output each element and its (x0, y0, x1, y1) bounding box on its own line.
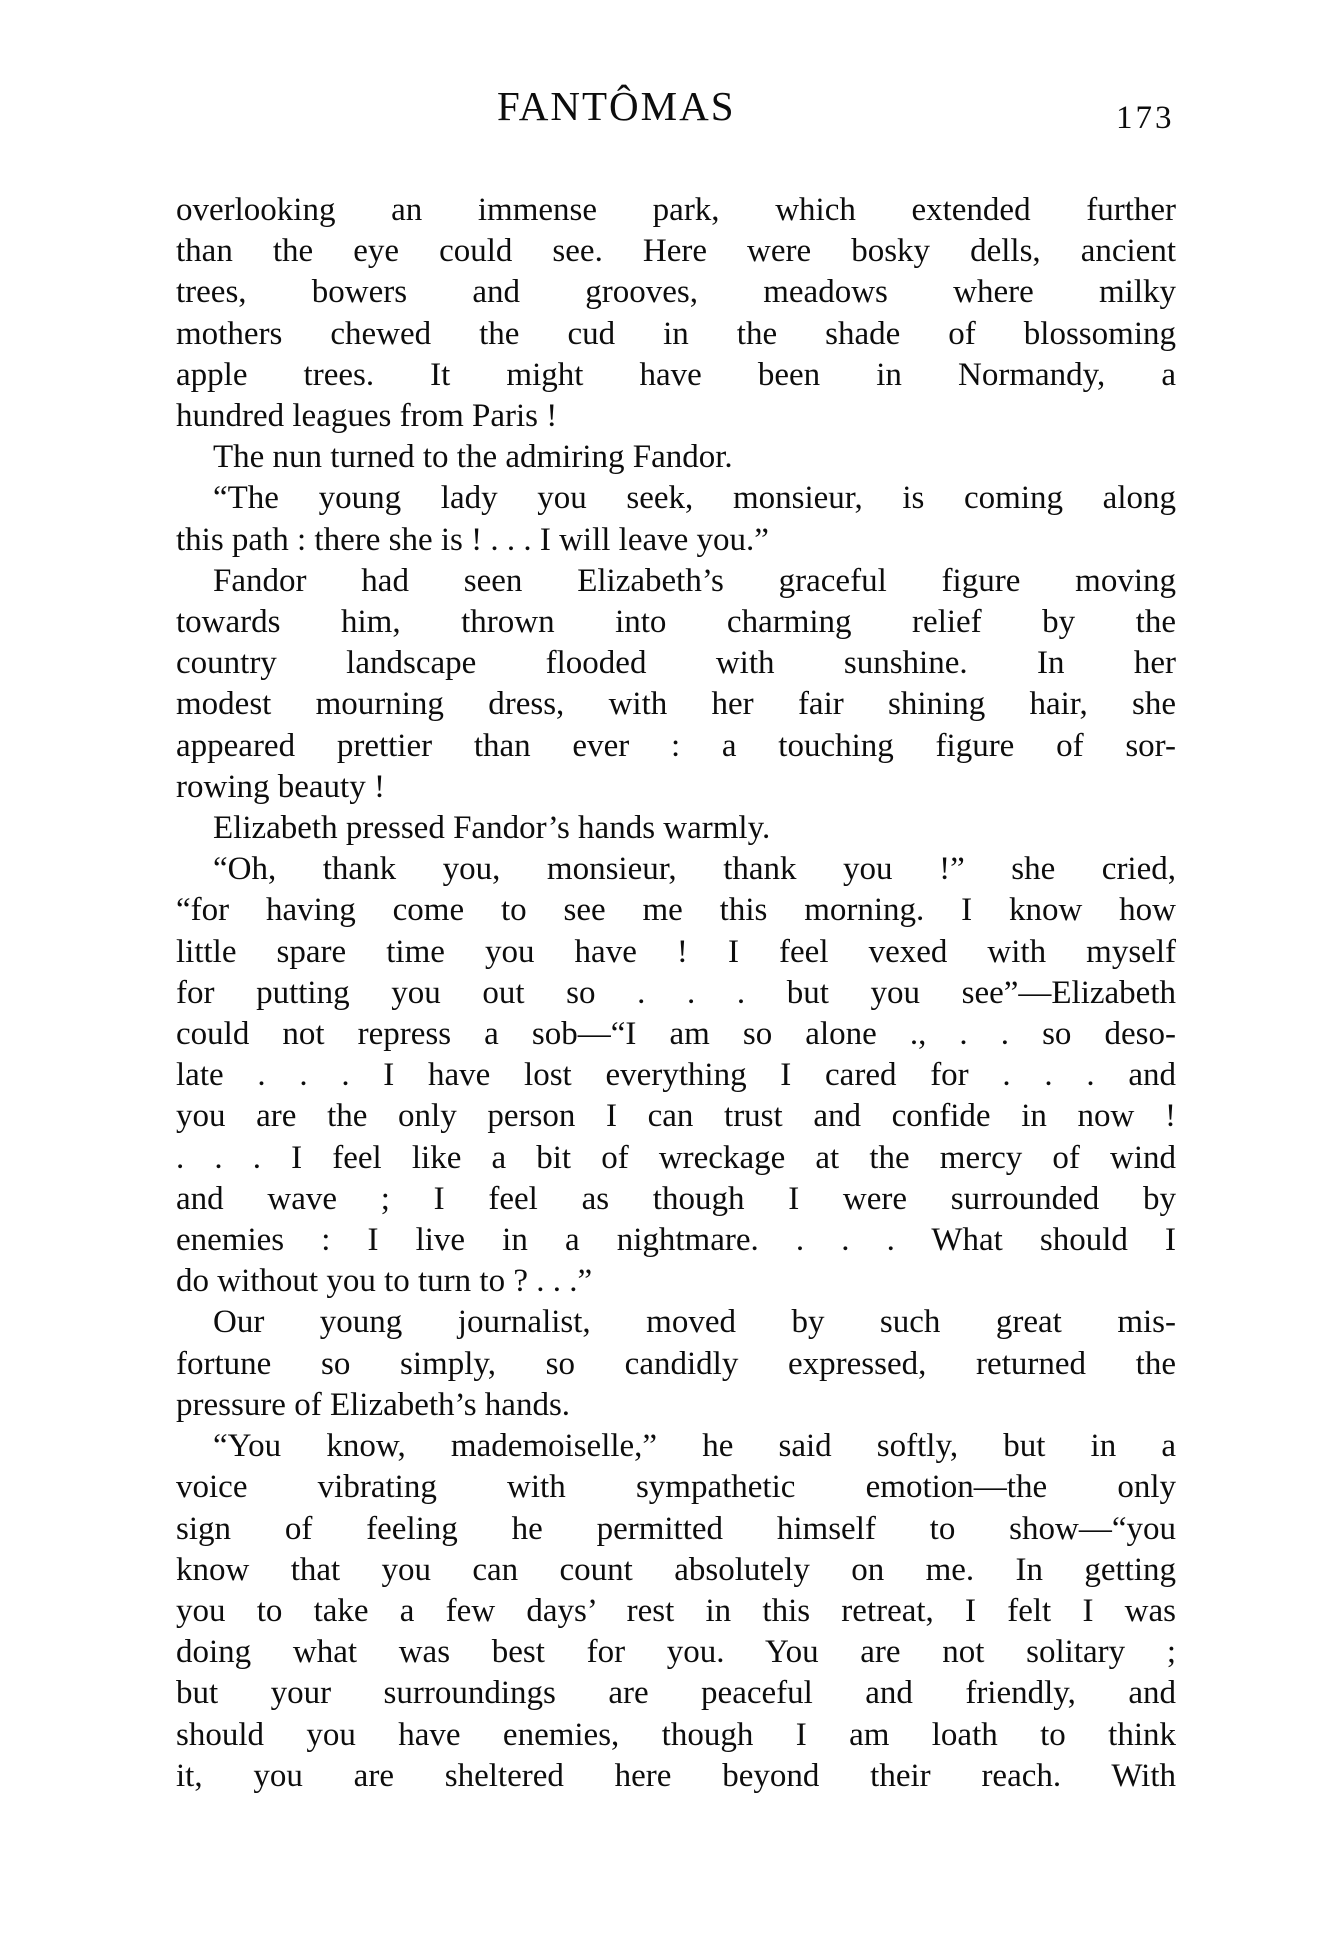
paragraph (176, 561, 1176, 808)
text-line: fortune so simply, so candidly expressed, returned the (176, 1345, 1176, 1382)
text-line: The nun turned to the admiring Fandor. (213, 439, 733, 476)
paragraph (176, 1426, 1176, 1797)
text-line: mothers chewed the cud in the shade of blossoming (176, 315, 1176, 352)
text-line: apple trees. It might have been in Normandy, a (176, 356, 1176, 393)
text-line: pressure of Elizabeth’s hands. (176, 1386, 571, 1423)
text-line: overlooking an immense park, which extended further (176, 192, 1176, 228)
text-line: know that you can count absolutely on me. In getting (176, 1551, 1176, 1588)
text-line: do without you to turn to ? . . .” (176, 1263, 593, 1300)
paragraph (176, 849, 1176, 1302)
running-title: FANTÔMAS (497, 83, 736, 129)
text-line: “Oh, thank you, monsieur, thank you !” she cried, (213, 851, 1176, 888)
text-line: towards him, thrown into charming relief by the (176, 604, 1176, 641)
text-line: could not repress a sob—“I am so alone ., . . so deso- (176, 1016, 1176, 1053)
text-line: than the eye could see. Here were bosky dells, ancient (176, 233, 1176, 270)
text-line: but your surroundings are peaceful and friendly, and (176, 1675, 1176, 1712)
text-line: Our young journalist, moved by such great mis- (213, 1304, 1176, 1341)
text-line: this path : there she is ! . . . I will leave you.” (176, 521, 769, 558)
text-line: it, you are sheltered here beyond their reach. With (176, 1757, 1176, 1794)
text-line: late . . . I have lost everything I cared for . . . and (176, 1057, 1176, 1094)
text-line: you are the only person I can trust and confide in now ! (176, 1098, 1176, 1135)
text-line: should you have enemies, though I am loath to think (176, 1716, 1176, 1753)
text-line: “for having come to see me this morning. I know how (176, 892, 1176, 929)
paragraph (176, 478, 1176, 560)
text-line: appeared prettier than ever : a touching figure of sor- (176, 727, 1176, 764)
paragraph (176, 437, 1176, 478)
text-line: modest mourning dress, with her fair shining hair, she (176, 686, 1176, 723)
page-body (176, 190, 1176, 1797)
text-line: little spare time you have ! I feel vexed with myself (176, 933, 1176, 970)
text-line: country landscape flooded with sunshine. In her (176, 645, 1176, 682)
paragraph (176, 1302, 1176, 1426)
text-line: Fandor had seen Elizabeth’s graceful figure moving (213, 562, 1176, 599)
paragraph (176, 808, 1176, 849)
text-line: you to take a few days’ rest in this retreat, I felt I was (176, 1592, 1176, 1629)
page-number: 173 (1116, 100, 1175, 136)
text-line: and wave ; I feel as though I were surrounded by (176, 1180, 1176, 1217)
text-line: sign of feeling he permitted himself to show—“you (176, 1510, 1176, 1547)
text-line: “The young lady you seek, monsieur, is coming along (213, 480, 1176, 517)
text-line: trees, bowers and grooves, meadows where milky (176, 274, 1176, 311)
text-line: doing what was best for you. You are not solitary ; (176, 1634, 1176, 1671)
text-line: Elizabeth pressed Fandor’s hands warmly. (213, 810, 771, 847)
text-line: voice vibrating with sympathetic emotion—the only (176, 1469, 1176, 1506)
text-line: “You know, mademoiselle,” he said softly, but in a (213, 1428, 1176, 1465)
text-line: for putting you out so . . . but you see”—Elizabeth (176, 974, 1176, 1011)
text-line: hundred leagues from Paris ! (176, 398, 558, 435)
text-line: . . . I feel like a bit of wreckage at the mercy of wind (176, 1139, 1176, 1176)
text-line: enemies : I live in a nightmare. . . . What should I (176, 1222, 1176, 1259)
text-line: rowing beauty ! (176, 768, 385, 805)
paragraph (176, 190, 1176, 437)
